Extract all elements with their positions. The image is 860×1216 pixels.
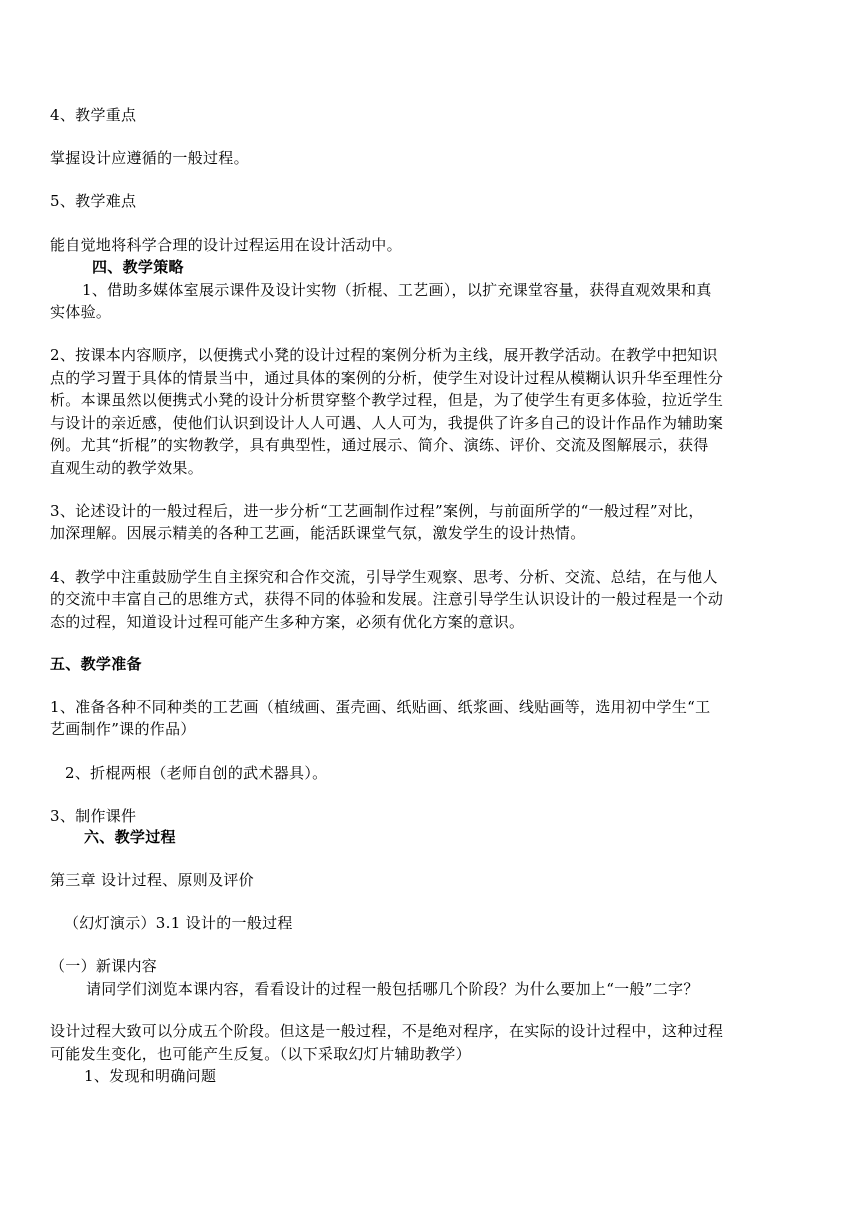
subheading-new-content: （一）新课内容 — [50, 957, 158, 975]
paragraph-strategy-2-line3: 析。本课虽然以便携式小凳的设计分析贯穿整个教学过程，但是，为了使学生有更多体验，拉近学生 — [50, 391, 724, 409]
paragraph-strategy-1-line2: 实体验。 — [50, 303, 112, 321]
paragraph-strategy-4-line3: 态的过程，知道设计过程可能产生多种方案，必须有优化方案的意识。 — [50, 613, 525, 631]
paragraph-question: 请同学们浏览本课内容，看看设计的过程一般包括哪几个阶段？为什么要加上“一般”二字？ — [86, 980, 699, 998]
heading-teaching-key-points: 4、教学重点 — [50, 106, 137, 124]
paragraph-key-points: 掌握设计应遵循的一般过程。 — [50, 149, 249, 167]
paragraph-difficulties: 能自觉地将科学合理的设计过程运用在设计活动中。 — [50, 236, 402, 254]
paragraph-preparation-3: 3、制作课件 — [50, 807, 137, 825]
section-heading-strategy: 四、教学策略 — [92, 258, 184, 276]
slide-demo-title: （幻灯演示）3.1 设计的一般过程 — [64, 914, 293, 932]
paragraph-stages-line1: 设计过程大致可以分成五个阶段。但这是一般过程，不是绝对程序，在实际的设计过程中，这种过程 — [50, 1022, 724, 1040]
step-1-heading: 1、发现和明确问题 — [84, 1067, 217, 1085]
paragraph-strategy-3-line1: 3、论述设计的一般过程后，进一步分析“工艺画制作过程”案例，与前面所学的“一般过程”对比， — [50, 502, 704, 520]
paragraph-preparation-1-line2: 艺画制作”课的作品） — [50, 720, 196, 738]
paragraph-strategy-2-line1: 2、按课本内容顺序，以便携式小凳的设计过程的案例分析为主线，展开教学活动。在教学中把知识 — [50, 346, 718, 364]
paragraph-strategy-2-line2: 点的学习置于具体的情景当中，通过具体的案例的分析，使学生对设计过程从模糊认识升华至理性分 — [50, 369, 724, 387]
paragraph-strategy-1-line1: 1、借助多媒体室展示课件及设计实物（折棍、工艺画），以扩充课堂容量，获得直观效果和真 — [82, 281, 712, 299]
paragraph-strategy-2-line4: 与设计的亲近感，使他们认识到设计人人可遇、人人可为，我提供了许多自己的设计作品作为辅助案 — [50, 414, 724, 432]
paragraph-preparation-2: 2、折棍两根（老师自创的武术器具）。 — [65, 764, 328, 782]
paragraph-stages-line2: 可能发生变化，也可能产生反复。（以下采取幻灯片辅助教学） — [50, 1045, 471, 1063]
paragraph-strategy-4-line2: 的交流中丰富自己的思维方式，获得不同的体验和发展。注意引导学生认识设计的一般过程是一个动 — [50, 590, 724, 608]
paragraph-strategy-2-line6: 直观生动的教学效果。 — [50, 459, 204, 477]
chapter-title: 第三章 设计过程、原则及评价 — [50, 871, 254, 889]
paragraph-preparation-1-line1: 1、准备各种不同种类的工艺画（植绒画、蛋壳画、纸贴画、纸浆画、线贴画等，选用初中学生“工 — [50, 698, 711, 716]
paragraph-strategy-4-line1: 4、教学中注重鼓励学生自主探究和合作交流，引导学生观察、思考、分析、交流、总结，在与他人 — [50, 568, 718, 586]
section-heading-preparation: 五、教学准备 — [50, 655, 142, 673]
paragraph-strategy-3-line2: 加深理解。因展示精美的各种工艺画，能活跃课堂气氛，激发学生的设计热情。 — [50, 524, 586, 542]
paragraph-strategy-2-line5: 例。尤其“折棍”的实物教学，具有典型性，通过展示、简介、演练、评价、交流及图解展示，获得 — [50, 436, 709, 454]
section-heading-process: 六、教学过程 — [84, 828, 176, 846]
heading-teaching-difficulties: 5、教学难点 — [50, 192, 137, 210]
